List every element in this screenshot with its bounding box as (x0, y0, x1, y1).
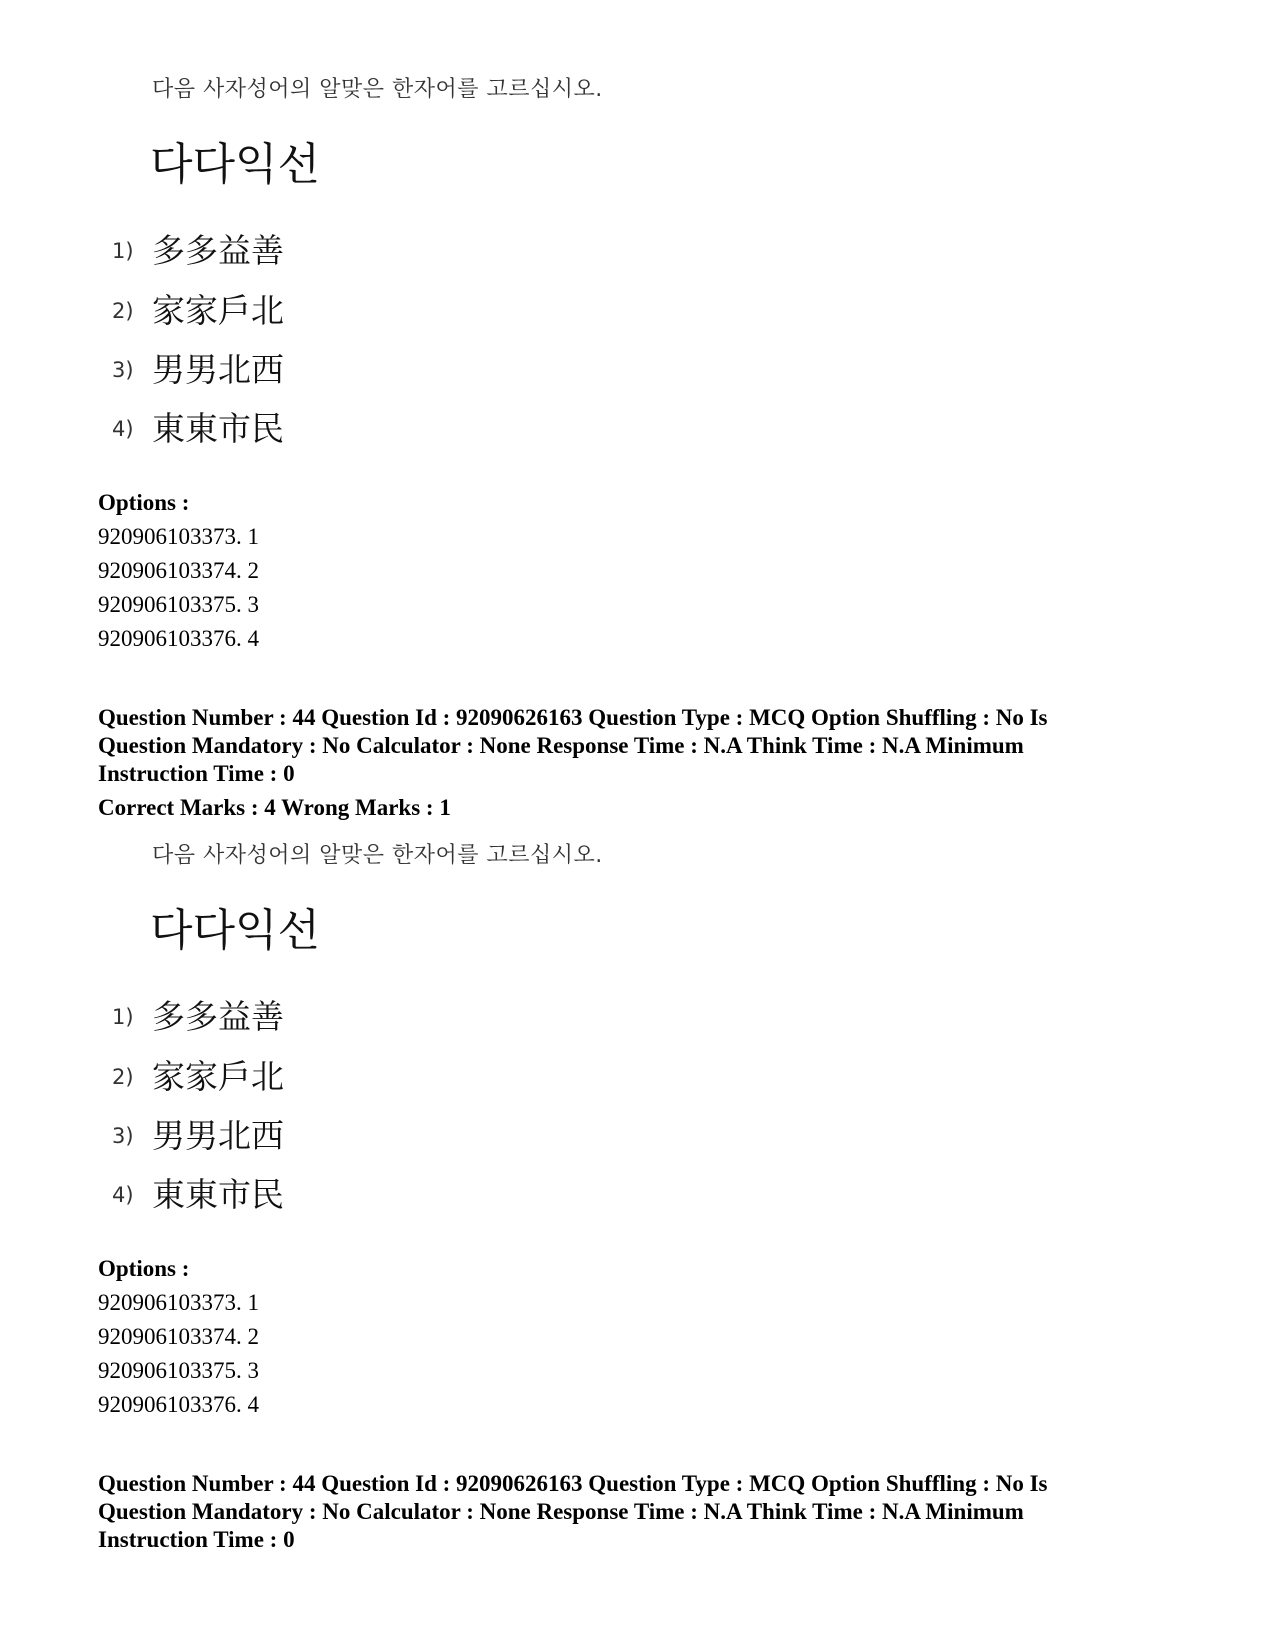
meta-line-3: Instruction Time : 0 (98, 761, 295, 786)
meta-line-2: Question Mandatory : No Calculator : None Response Time : N.A Think Time : N.A Minimum (98, 1499, 1024, 1524)
question-instruction: 다음 사자성어의 알맞은 한자어를 고르십시오. (152, 843, 603, 868)
choice-text: 家家戶北 (152, 1056, 284, 1096)
choice-text: 男男北西 (152, 349, 284, 389)
question-instruction: 다음 사자성어의 알맞은 한자어를 고르십시오. (152, 77, 603, 102)
choice-number: 1) (112, 239, 134, 263)
question-image-2 (100, 838, 700, 1248)
meta-line-2: Question Mandatory : No Calculator : None Response Time : N.A Think Time : N.A Minimum (98, 733, 1024, 758)
choice-number: 3) (112, 358, 134, 382)
question-meta (98, 1470, 1188, 1554)
meta-line-1: Question Number : 44 Question Id : 92090626163 Question Type : MCQ Option Shuffling : No Is (98, 705, 1048, 730)
options-heading: Options : (98, 490, 190, 515)
option-line: 920906103373. 1 (98, 1290, 259, 1315)
option-line: 920906103373. 1 (98, 524, 259, 549)
choice-text: 家家戶北 (152, 290, 284, 330)
option-line: 920906103376. 4 (98, 626, 259, 651)
question-idiom: 다다익선 (150, 905, 321, 956)
question-image-1 (100, 72, 700, 482)
choice-text: 多多益善 (152, 996, 284, 1036)
choice-item (112, 285, 284, 331)
choice-item (112, 1169, 284, 1215)
choice-text: 東東市民 (152, 408, 284, 448)
choice-item (112, 344, 284, 390)
question-meta (98, 704, 1188, 822)
choice-number: 4) (112, 1183, 134, 1207)
choice-number: 1) (112, 1005, 134, 1029)
choice-item (112, 991, 284, 1037)
choice-item (112, 1051, 284, 1097)
choice-text: 多多益善 (152, 230, 284, 270)
choice-item (112, 1110, 284, 1156)
question-idiom: 다다익선 (150, 139, 321, 190)
choice-text: 男男北西 (152, 1115, 284, 1155)
choice-item (112, 403, 284, 449)
choice-number: 2) (112, 1065, 134, 1089)
marks-line: Correct Marks : 4 Wrong Marks : 1 (98, 795, 451, 820)
option-line: 920906103374. 2 (98, 1324, 259, 1349)
meta-line-3: Instruction Time : 0 (98, 1527, 295, 1552)
option-line: 920906103376. 4 (98, 1392, 259, 1417)
choice-number: 3) (112, 1124, 134, 1148)
choice-item (112, 225, 284, 271)
option-line: 920906103375. 3 (98, 592, 259, 617)
choice-text: 東東市民 (152, 1174, 284, 1214)
choice-number: 4) (112, 417, 134, 441)
option-line: 920906103375. 3 (98, 1358, 259, 1383)
option-line: 920906103374. 2 (98, 558, 259, 583)
choice-number: 2) (112, 299, 134, 323)
options-heading: Options : (98, 1256, 190, 1281)
meta-line-1: Question Number : 44 Question Id : 92090626163 Question Type : MCQ Option Shuffling : No Is (98, 1471, 1048, 1496)
